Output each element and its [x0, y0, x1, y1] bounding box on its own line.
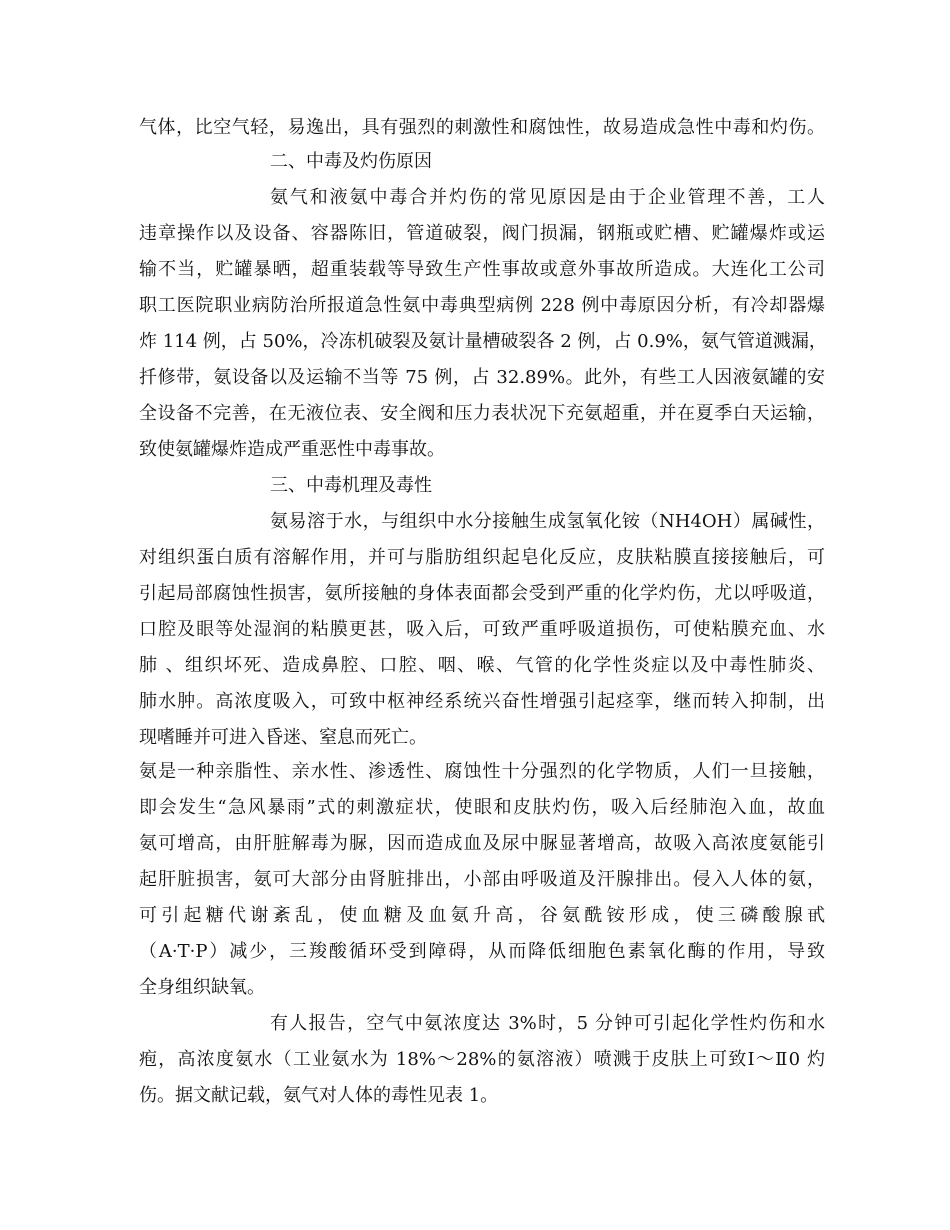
text-line: 致使氨罐爆炸造成严重恶性中毒事故。: [139, 439, 445, 460]
text-line: 氨可增高，由肝脏解毒为脲，因而造成血及尿中脲显著增高，故吸入高浓度氨能引: [139, 833, 825, 854]
section-heading: 三、中毒机理及毒性: [270, 475, 432, 496]
text-line: 肺 、组织坏死、造成鼻腔、口腔、咽、喉、气管的化学性炎症以及中毒性肺炎、: [139, 655, 825, 676]
text-line: 氨气和液氨中毒合并灼伤的常见原因是由于企业管理不善，工人: [270, 187, 825, 208]
text-line: 肺水肿。高浓度吸入，可致中枢神经系统兴奋性增强引起痉挛，继而转入抑制，出: [139, 691, 825, 712]
text-line: 疱，高浓度氨水（工业氨水为 18%～28%的氨溶液）喷溅于皮肤上可致Ⅰ～Ⅱ0 灼: [139, 1049, 825, 1070]
text-line: 对组织蛋白质有溶解作用，并可与脂肪组织起皂化反应，皮肤粘膜直接接触后，可: [139, 547, 825, 568]
text-line: 气体，比空气轻，易逸出，具有强烈的刺激性和腐蚀性，故易造成急性中毒和灼伤。: [139, 117, 825, 138]
text-line: 违章操作以及设备、容器陈旧，管道破裂，阀门损漏，钢瓶或贮槽、贮罐爆炸或运: [139, 223, 825, 244]
text-line: 起肝脏损害，氨可大部分由肾脏排出，小部由呼吸道及汗腺排出。侵入人体的氨，: [139, 869, 825, 890]
text-line: 职工医院职业病防治所报道急性氨中毒典型病例 228 例中毒原因分析，有冷却器爆: [139, 295, 825, 316]
text-line: 可引起糖代谢紊乱，使血糖及血氨升高，谷氨酰铵形成，使三磷酸腺甙: [139, 905, 825, 926]
text-line: 输不当，贮罐暴晒，超重装载等导致生产性事故或意外事故所造成。大连化工公司: [139, 259, 825, 280]
text-line: 即会发生“急风暴雨”式的刺激症状，使眼和皮肤灼伤，吸入后经肺泡入血，故血: [139, 797, 825, 818]
text-line: 有人报告，空气中氨浓度达 3%时，5 分钟可引起化学性灼伤和水: [270, 1013, 825, 1034]
text-line: 氨易溶于水，与组织中水分接触生成氢氧化铵（NH4OH）属碱性，: [270, 511, 825, 532]
text-line: 扦修带，氨设备以及运输不当等 75 例，占 32.89%。此外，有些工人因液氨罐的安: [139, 367, 825, 388]
text-line: 氨是一种亲脂性、亲水性、渗透性、腐蚀性十分强烈的化学物质，人们一旦接触，: [139, 761, 825, 782]
text-line: （A·T·P）减少，三羧酸循环受到障碍，从而降低细胞色素氧化酶的作用，导致: [139, 941, 825, 962]
text-line: 口腔及眼等处湿润的粘膜更甚，吸入后，可致严重呼吸道损伤，可使粘膜充血、水: [139, 619, 825, 640]
section-heading: 二、中毒及灼伤原因: [270, 151, 432, 172]
text-line: 全身组织缺氧。: [139, 977, 265, 998]
text-line: 伤。据文献记载，氨气对人体的毒性见表 1。: [139, 1085, 499, 1106]
text-line: 炸 114 例，占 50%，冷冻机破裂及氨计量槽破裂各 2 例，占 0.9%，氨气管道溅漏，: [139, 331, 827, 352]
text-line: 现嗜睡并可进入昏迷、窒息而死亡。: [139, 727, 427, 748]
text-line: 引起局部腐蚀性损害，氨所接触的身体表面都会受到严重的化学灼伤，尤以呼吸道，: [139, 583, 825, 604]
text-line: 全设备不完善，在无液位表、安全阀和压力表状况下充氨超重，并在夏季白天运输，: [139, 403, 825, 424]
